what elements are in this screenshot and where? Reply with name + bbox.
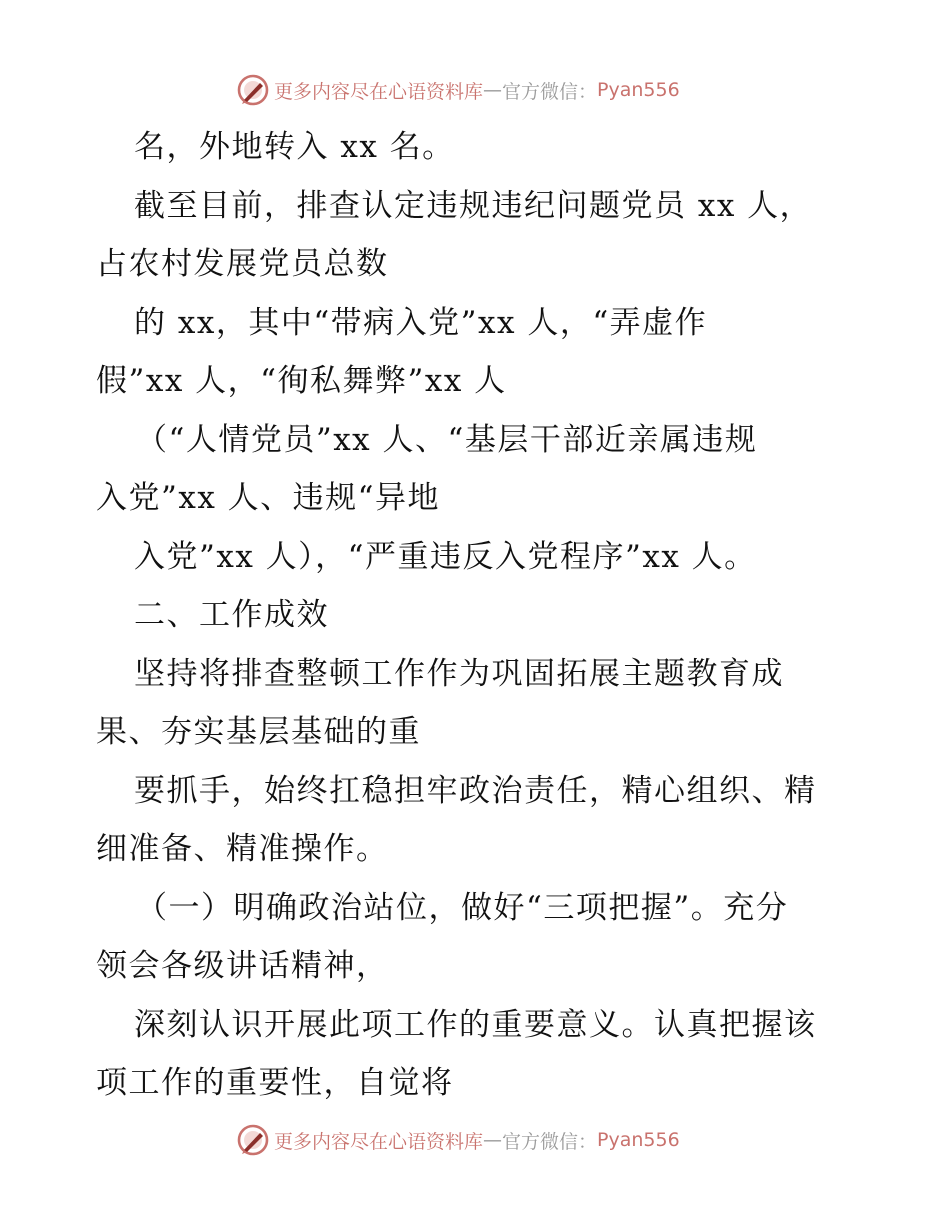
body-line: （“人情党员”xx 人、“基层干部近亲属违规 [136, 421, 758, 458]
footer-watermark [236, 1122, 680, 1158]
body-line: 果、夯实基层基础的重 [96, 714, 421, 750]
body-line: 深刻认识开展此项工作的重要意义。认真把握该 [134, 1006, 817, 1043]
body-line: 细准备、精准操作。 [96, 831, 389, 867]
body-line: 领会各级讲话精神， [96, 948, 389, 984]
watermark-wechat-id: Pyan556 [597, 1129, 680, 1151]
watermark-wechat-id: Pyan556 [597, 79, 680, 101]
watermark-wechat-label: 官方微信： [502, 80, 598, 103]
watermark-dash: — [483, 1129, 503, 1151]
watermark-dash: — [483, 79, 503, 101]
watermark-site-name: 更多内容尽在心语资料库 [274, 1130, 484, 1153]
body-line: 入党”xx 人），“严重违反入党程序”xx 人。 [134, 538, 757, 575]
watermark-wechat-label: 官方微信： [502, 1130, 598, 1153]
body-line: 项工作的重要性，自觉将 [96, 1065, 454, 1101]
header-watermark [236, 72, 680, 108]
body-line: 要抓手，始终扛稳担牢政治责任，精心组织、精 [134, 772, 817, 809]
body-line: 假”xx 人，“徇私舞弊”xx 人 [96, 363, 507, 399]
pen-logo-icon [236, 73, 270, 107]
body-line: 坚持将排查整顿工作作为巩固拓展主题教育成 [134, 655, 784, 692]
subsection-heading: （一）明确政治站位，做好“三项把握”。充分 [136, 889, 789, 926]
body-line: 入党”xx 人、违规“异地 [96, 480, 441, 516]
body-line: 的 xx，其中“带病入党”xx 人，“弄虚作 [134, 304, 708, 341]
body-line: 占农村发展党员总数 [96, 246, 389, 282]
body-line: 截至目前，排查认定违规违纪问题党员 xx 人， [134, 187, 813, 224]
pen-logo-icon [236, 1123, 270, 1157]
document-body [96, 118, 876, 1113]
watermark-site-name: 更多内容尽在心语资料库 [274, 80, 484, 103]
section-heading: 二、工作成效 [134, 597, 329, 633]
body-line: 名，外地转入 xx 名。 [134, 129, 455, 165]
